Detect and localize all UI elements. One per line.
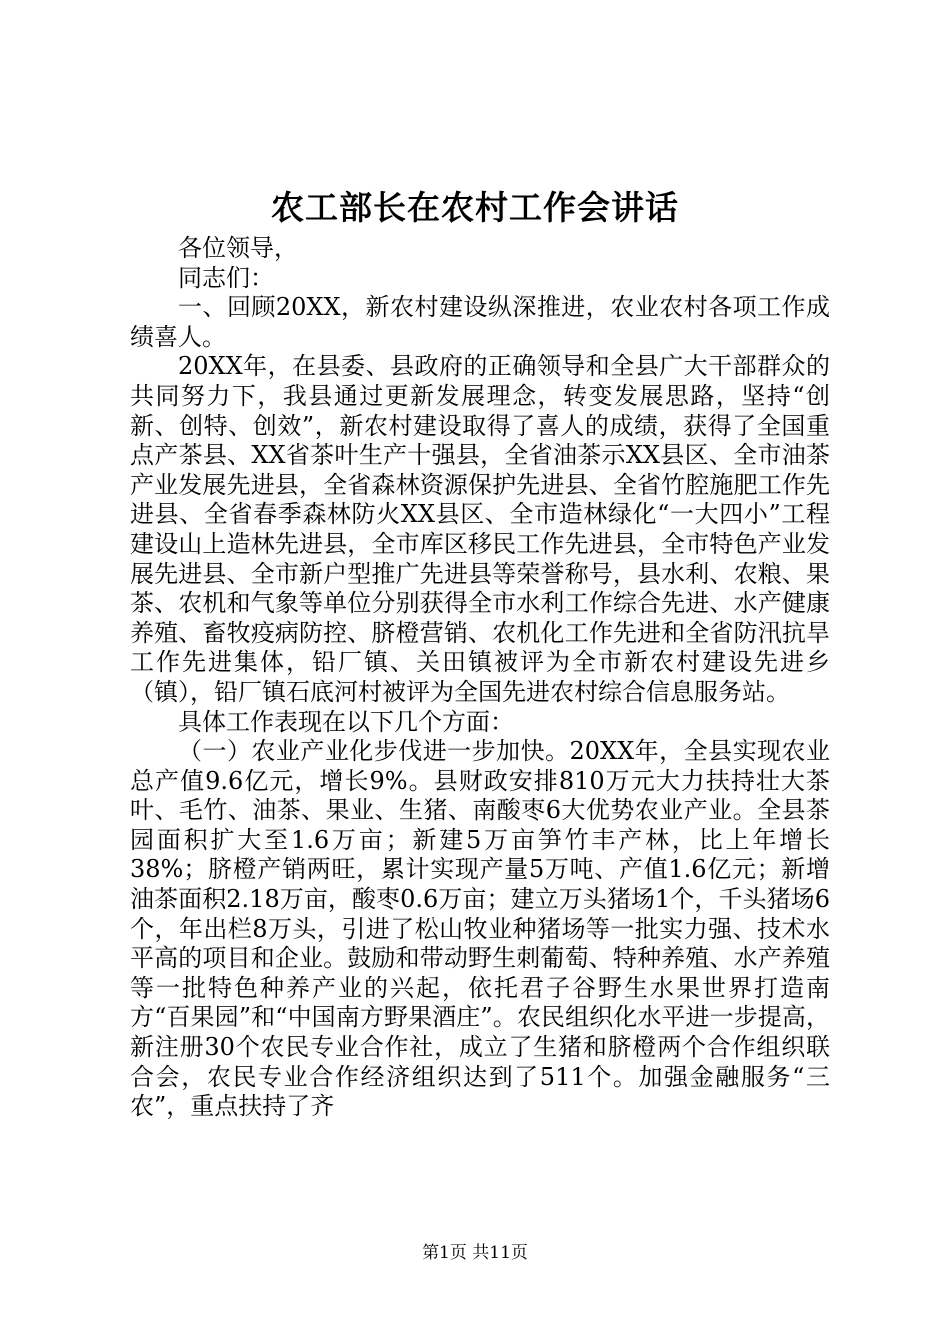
page-number-footer: 第1页 共11页	[422, 1243, 528, 1263]
salutation-comrades: 同志们：	[178, 263, 274, 292]
paragraph-achievements: 20XX年，在县委、县政府的正确领导和全县广大干部群众的共同努力下，我县通过更新发展理念，转变发展思路，坚持“创新、创特、创效”，新农村建设取得了喜人的成绩，获得了全国重点产茶县、XX省茶叶生产十强县，全省油茶示XX县区、全市油茶产业发展先进县，全省森林资源保护先进县、全省竹腔施肥工作先进县、全省春季森林防火XX县区、全市造林绿化“一大四小”工程建设山上造林先进县，全市库区移民工作先进县，全市特色产业发展先进县、全市新户型推广先进县等荣誉称号，县水利、农粮、果茶、农机和气象等单位分别获得全市水利工作综合先进、水产健康养殖、畜牧疫病防控、脐橙营销、农机化工作先进和全省防汛抗旱工作先进集体，铅厂镇、关田镇被评为全市新农村建设先进乡（镇），铅厂镇石底河村被评为全国先进农村综合信息服务站。	[130, 352, 830, 706]
paragraph-aspects-intro: 具体工作表现在以下几个方面：	[178, 707, 514, 736]
section-heading-review: 一、回顾20XX，新农村建设纵深推进，农业农村各项工作成绩喜人。	[130, 293, 830, 351]
document-body	[130, 234, 830, 1122]
salutation-leaders: 各位领导，	[178, 234, 298, 262]
document-title: 农工部长在农村工作会讲话	[271, 188, 679, 227]
paragraph-industrialization: （一）农业产业化步伐进一步加快。20XX年，全县实现农业总产值9.6亿元，增长9%。县财政安排810万元大力扶持壮大茶叶、毛竹、油茶、果业、生猪、南酸枣6大优势农业产业。全县茶园面积扩大至1.6万亩；新建5万亩笋竹丰产林，比上年增长38%；脐橙产销两旺，累计实现产量5万吨、产值1.6亿元；新增油茶面积2.18万亩，酸枣0.6万亩；建立万头猪场1个，千头猪场6个，年出栏8万头，引进了松山牧业种猪场等一批实力强、技术水平高的项目和企业。鼓励和带动野生刺葡萄、特种养殖、水产养殖等一批特色种养产业的兴起，依托君子谷野生水果世界打造南方“百果园”和“中国南方野果酒庄”。农民组织化水平进一步提高，新注册30个农民专业合作社，成立了生猪和脐橙两个合作组织联合会，农民专业合作经济组织达到了511个。加强金融服务“三农”，重点扶持了齐	[130, 737, 830, 1121]
